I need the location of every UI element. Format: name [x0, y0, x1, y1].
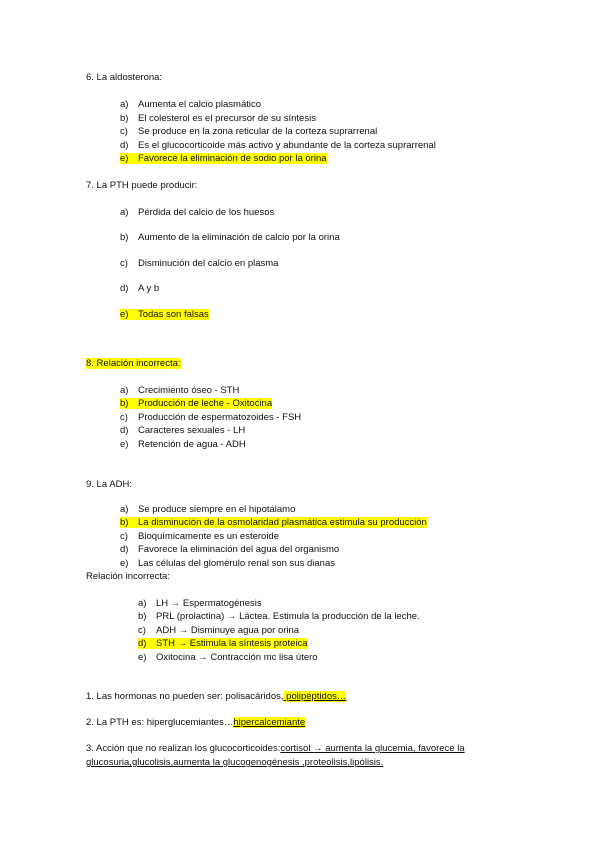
question-9-title: 9. La ADH:	[86, 479, 132, 490]
short-answer-3-answer-line2: glucosuria,glucolisis,aumenta la glucogenogénesis ,proteolisis,lipólisis.	[86, 757, 384, 768]
q6-option-b: b) El colesterol es el precursor de su síntesis	[120, 113, 316, 124]
q6-option-e-highlighted: e) Favorece la eliminación de sodio por la orina	[120, 153, 327, 164]
q10-option-d-highlighted: d) STH → Estimula la síntesis proteica	[138, 638, 308, 649]
q9-option-c: c) Bioquímicamente es un esteroide	[120, 531, 279, 542]
question-10-title: Relación incorrecta:	[86, 571, 170, 582]
q10-option-a: a) LH → Espermatogénesis	[138, 598, 262, 609]
q10-option-e: e) Oxitocina → Contracción mc lisa útero	[138, 652, 318, 663]
q10-option-c: c) ADH → Disminuye agua por orina	[138, 625, 300, 636]
q8-option-a: a) Crecimiento óseo - STH	[120, 385, 240, 396]
q6-option-a: a) Aumenta el calcio plasmático	[120, 99, 262, 110]
q6-option-d: d) Es el glucocorticoide más activo y abundante de la corteza suprarrenal	[120, 140, 436, 151]
short-answer-1: 1. Las hormonas no pueden ser: polisacáridos, polipéptidos…	[86, 691, 347, 702]
short-answer-1-answer: polipéptidos…	[283, 691, 347, 702]
q7-option-c: c) Disminución del calcio en plasma	[120, 258, 279, 269]
q7-option-a: a) Pérdida del calcio de los huesos	[120, 207, 275, 218]
q7-option-d: d) A y b	[120, 283, 160, 294]
question-8-title: 8. Relación incorrecta:	[86, 358, 181, 369]
q9-option-e: e) Las células del glomérulo renal son sus dianas	[120, 558, 335, 569]
question-6-title: 6. La aldosterona:	[86, 72, 163, 83]
q8-option-b-highlighted: b) Producción de leche - Oxitocina	[120, 398, 273, 409]
q8-option-e: e) Retención de agua - ADH	[120, 439, 246, 450]
q8-option-c: c) Producción de espermatozoides - FSH	[120, 412, 302, 423]
q7-option-b: b) Aumento de la eliminación de calcio por la orina	[120, 232, 340, 243]
short-answer-3: 3. Acción que no realizan los glucocorticoides:cortisol → aumenta la glucemia, favorece la	[86, 743, 465, 754]
q9-option-a: a) Se produce siempre en el hipotálamo	[120, 504, 296, 515]
question-7-title: 7. La PTH puede producir:	[86, 180, 198, 191]
q9-option-d: d) Favorece la eliminación del agua del organismo	[120, 544, 340, 555]
q10-option-b: b) PRL (prolactina) → Láctea. Estimula la producción de la leche.	[138, 611, 420, 622]
q9-option-b-highlighted: b) La disminución de la osmolaridad plasmática estimula su producción	[120, 517, 427, 528]
short-answer-2-answer: hipercalcemiante	[233, 717, 306, 728]
short-answer-2: 2. La PTH es: hiperglucemiantes…hipercalcemiante	[86, 717, 306, 728]
short-answer-3-answer-line1: cortisol → aumenta la glucemia, favorece la	[280, 743, 465, 754]
q7-option-e-highlighted: e) Todas son falsas	[120, 309, 209, 320]
q8-option-d: d) Caracteres sexuales - LH	[120, 425, 246, 436]
q6-option-c: c) Se produce en la zona reticular de la corteza suprarrenal	[120, 126, 378, 137]
